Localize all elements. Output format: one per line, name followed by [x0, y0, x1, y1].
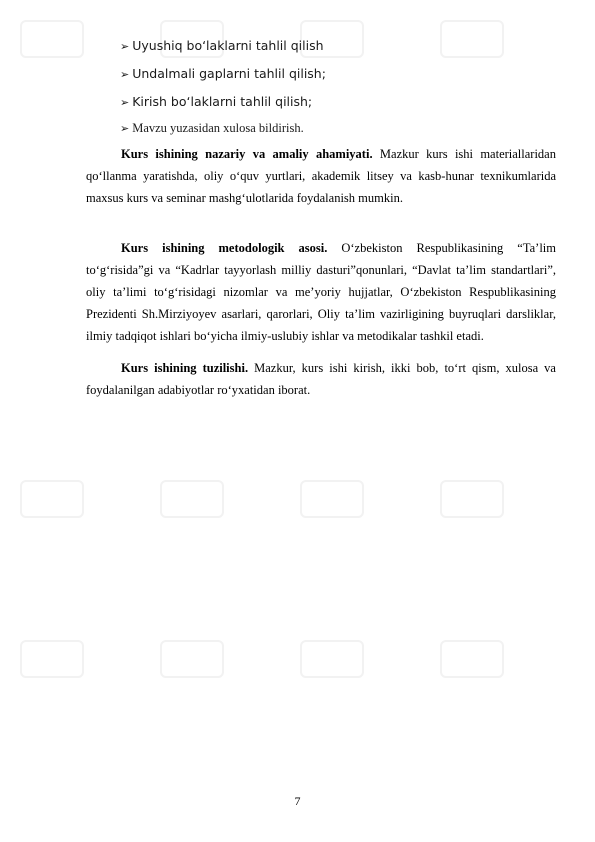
paragraph-heading: Kurs ishining tuzilishi.: [121, 361, 249, 375]
bullet-text: Undalmali gaplarni tahlil qilish;: [132, 66, 326, 81]
paragraph-methodology: [86, 237, 556, 347]
watermark-logo-icon: [160, 480, 224, 518]
paragraph-significance: [86, 143, 556, 209]
arrow-bullet-icon: ➢: [120, 122, 130, 135]
paragraph-heading: Kurs ishining metodologik asosi.: [121, 241, 328, 255]
watermark-logo-icon: [20, 20, 84, 58]
paragraph-body: Mazkur, kurs ishi kirish, ikki bob, to‘rt qism, xulosa va foydalanilgan adabiyotlar ro‘yxatidan iborat.: [86, 361, 556, 397]
bullet-item: [120, 66, 326, 81]
bullet-item: [120, 38, 324, 53]
arrow-bullet-icon: ➢: [120, 40, 130, 53]
bullet-text: Kirish bo‘laklarni tahlil qilish;: [132, 94, 313, 109]
watermark-logo-icon: [300, 480, 364, 518]
watermark-logo-icon: [300, 640, 364, 678]
watermark-logo-icon: [20, 640, 84, 678]
arrow-bullet-icon: ➢: [120, 96, 130, 109]
watermark-logo-icon: [440, 640, 504, 678]
bullet-item: [120, 94, 312, 109]
bullet-text: Mavzu yuzasidan xulosa bildirish.: [132, 121, 304, 135]
paragraph-body: Mazkur kurs ishi materiallaridan qo‘llanma yaratishda, oliy o‘quv yurtlari, akademik litsey va kasb-hunar texnikumlarida maxsus kurs va seminar mashg‘ulotlarida foydalanish mumkin.: [86, 147, 556, 205]
page-number: 7: [294, 794, 301, 808]
bullet-text: Uyushiq bo‘laklarni tahlil qilish: [132, 38, 324, 53]
bullet-item: [120, 121, 304, 136]
paragraph-body: O‘zbekiston Respublikasining “Ta’lim to‘g‘risida”gi va “Kadrlar tayyorlash milliy dasturi”qonunlari, “Davlat ta’lim standartlari”, oliy ta’limi to‘g‘risidagi nizomlar va me’yoriy hujjatlar, O‘zbekiston Respublikasining Prezidenti Sh.Mirziyoyev asarlari, qarorlari, Oliy ta’lim vazirligining buyruqlari darsliklar, ilmiy tadqiqot ishlari bo‘yicha ilmiy-uslubiy ishlar va metodikalar tashkil etadi.: [86, 241, 556, 343]
watermark-logo-icon: [160, 640, 224, 678]
arrow-bullet-icon: ➢: [120, 68, 130, 81]
paragraph-heading: Kurs ishining nazariy va amaliy ahamiyati.: [121, 147, 373, 161]
watermark-logo-icon: [440, 480, 504, 518]
paragraph-structure: [86, 357, 556, 401]
watermark-logo-icon: [440, 20, 504, 58]
watermark-logo-icon: [20, 480, 84, 518]
